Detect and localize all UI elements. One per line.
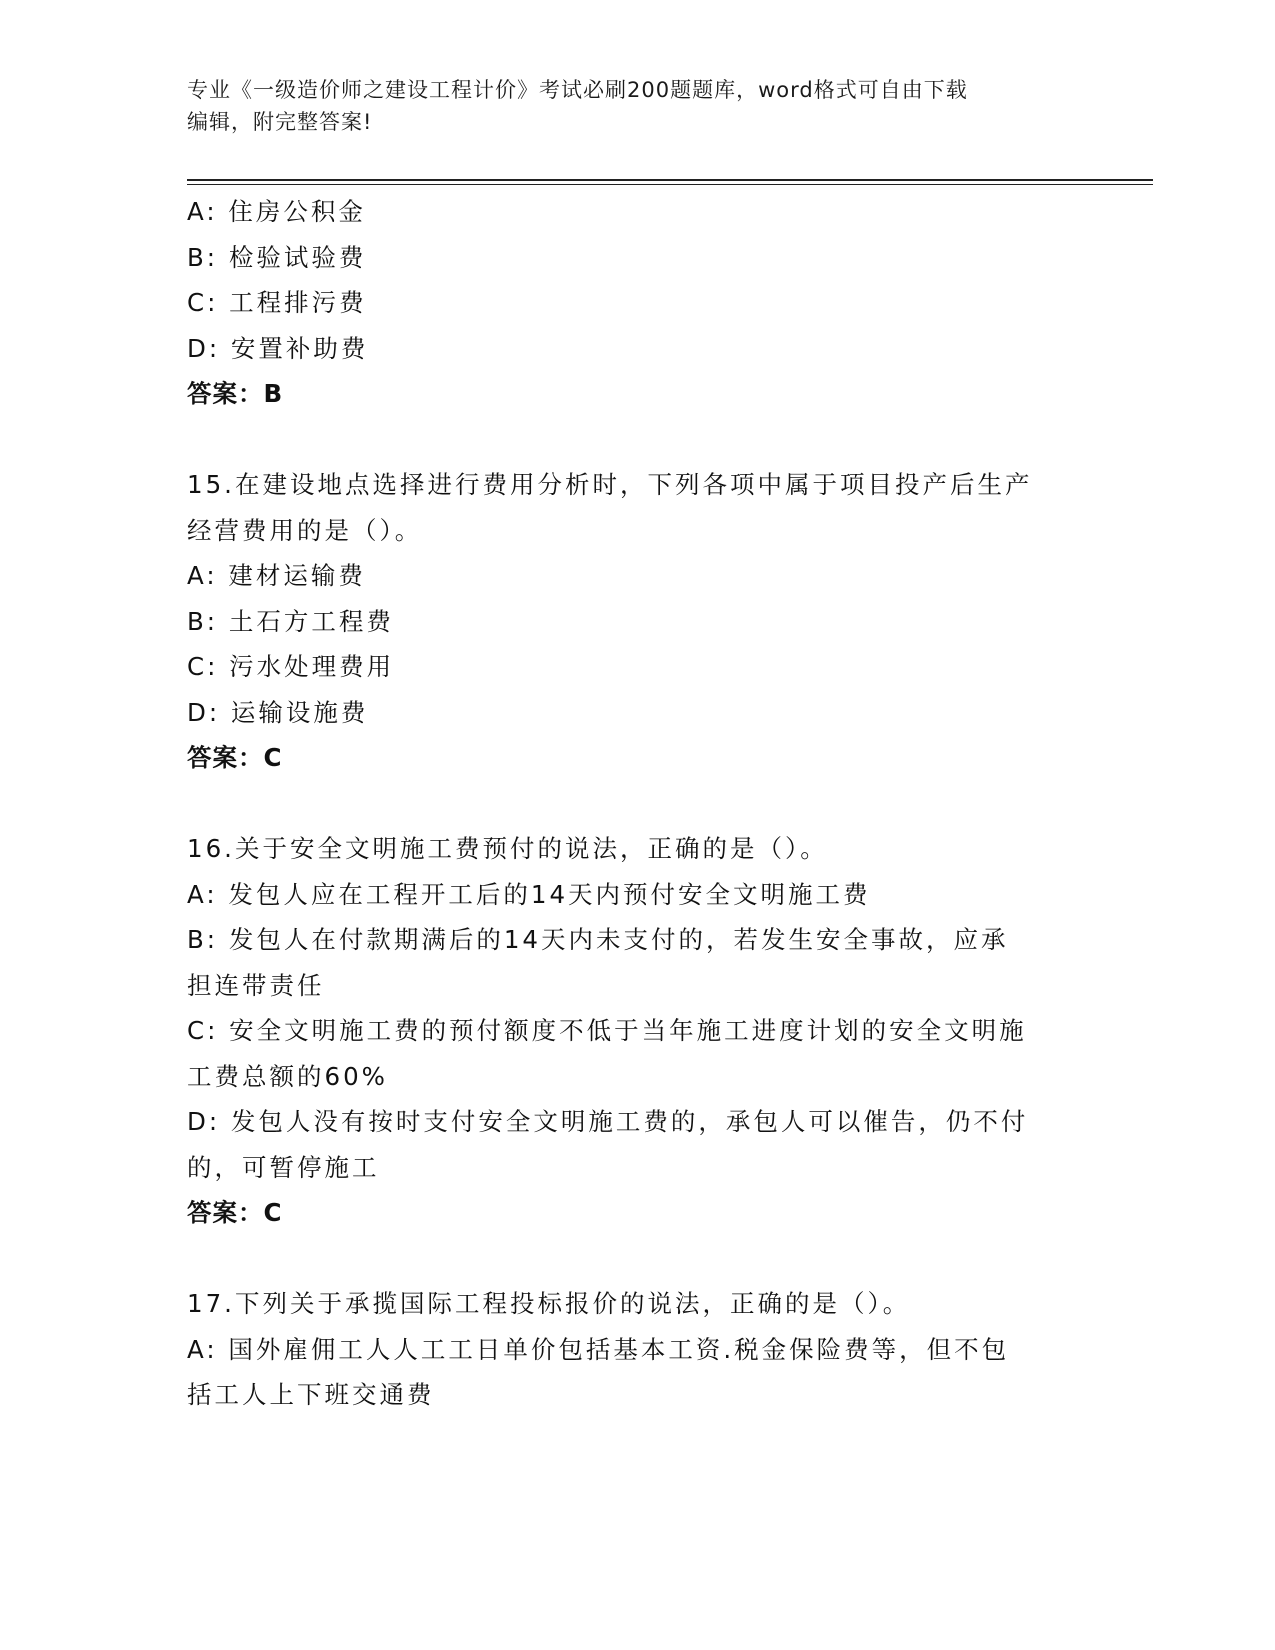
answer: 答案：B <box>187 379 284 408</box>
question-gap <box>187 781 1067 827</box>
answer: 答案：C <box>187 743 283 772</box>
option-b: B: 检验试验费 <box>187 242 367 272</box>
option-b: B: 土石方工程费 <box>187 606 394 636</box>
option-c-continued: 工费总额的60% <box>187 1061 388 1091</box>
question-stem: 16.关于安全文明施工费预付的说法，正确的是（）。 <box>187 834 828 863</box>
option-d: D: 运输设施费 <box>187 697 369 727</box>
question-15 <box>187 462 1067 781</box>
option-c: C: 安全文明施工费的预付额度不低于当年施工进度计划的安全文明施 <box>187 1016 1027 1045</box>
answer: 答案：C <box>187 1198 283 1227</box>
option-a: A: 发包人应在工程开工后的14天内预付安全文明施工费 <box>187 879 871 909</box>
question-list <box>187 189 1067 1418</box>
question-16 <box>187 826 1067 1236</box>
question-gap <box>187 417 1067 463</box>
question-stem: 经营费用的是（）。 <box>187 515 423 545</box>
header-title-line-1: 专业《一级造价师之建设工程计价》考试必刷200题题库，word格式可自由下载 <box>187 78 968 102</box>
option-d: D: 发包人没有按时支付安全文明施工费的，承包人可以催告，仍不付 <box>187 1107 1029 1136</box>
option-c: C: 污水处理费用 <box>187 652 395 681</box>
question-gap <box>187 1236 1067 1282</box>
option-d: D: 安置补助费 <box>187 333 369 363</box>
header-divider-thin <box>187 184 1153 185</box>
option-b-continued: 担连带责任 <box>187 970 325 1000</box>
question-17 <box>187 1281 1067 1418</box>
header-title-line-2: 编辑，附完整答案! <box>187 110 373 134</box>
option-a: A: 住房公积金 <box>187 197 366 226</box>
option-a: A: 建材运输费 <box>187 561 366 590</box>
question-stem: 17.下列关于承揽国际工程投标报价的说法，正确的是（）。 <box>187 1289 911 1318</box>
option-d-continued: 的，可暂停施工 <box>187 1152 380 1182</box>
option-a: A: 国外雇佣工人人工工日单价包括基本工资.税金保险费等，但不包 <box>187 1334 1010 1364</box>
document-header <box>187 74 1067 138</box>
option-c: C: 工程排污费 <box>187 288 367 317</box>
question-stem: 15.在建设地点选择进行费用分析时，下列各项中属于项目投产后生产 <box>187 470 1033 499</box>
question-14 <box>187 189 1067 417</box>
header-divider-thick <box>187 179 1153 181</box>
option-a-continued: 括工人上下班交通费 <box>187 1380 435 1409</box>
option-b: B: 发包人在付款期满后的14天内未支付的，若发生安全事故，应承 <box>187 925 1009 954</box>
